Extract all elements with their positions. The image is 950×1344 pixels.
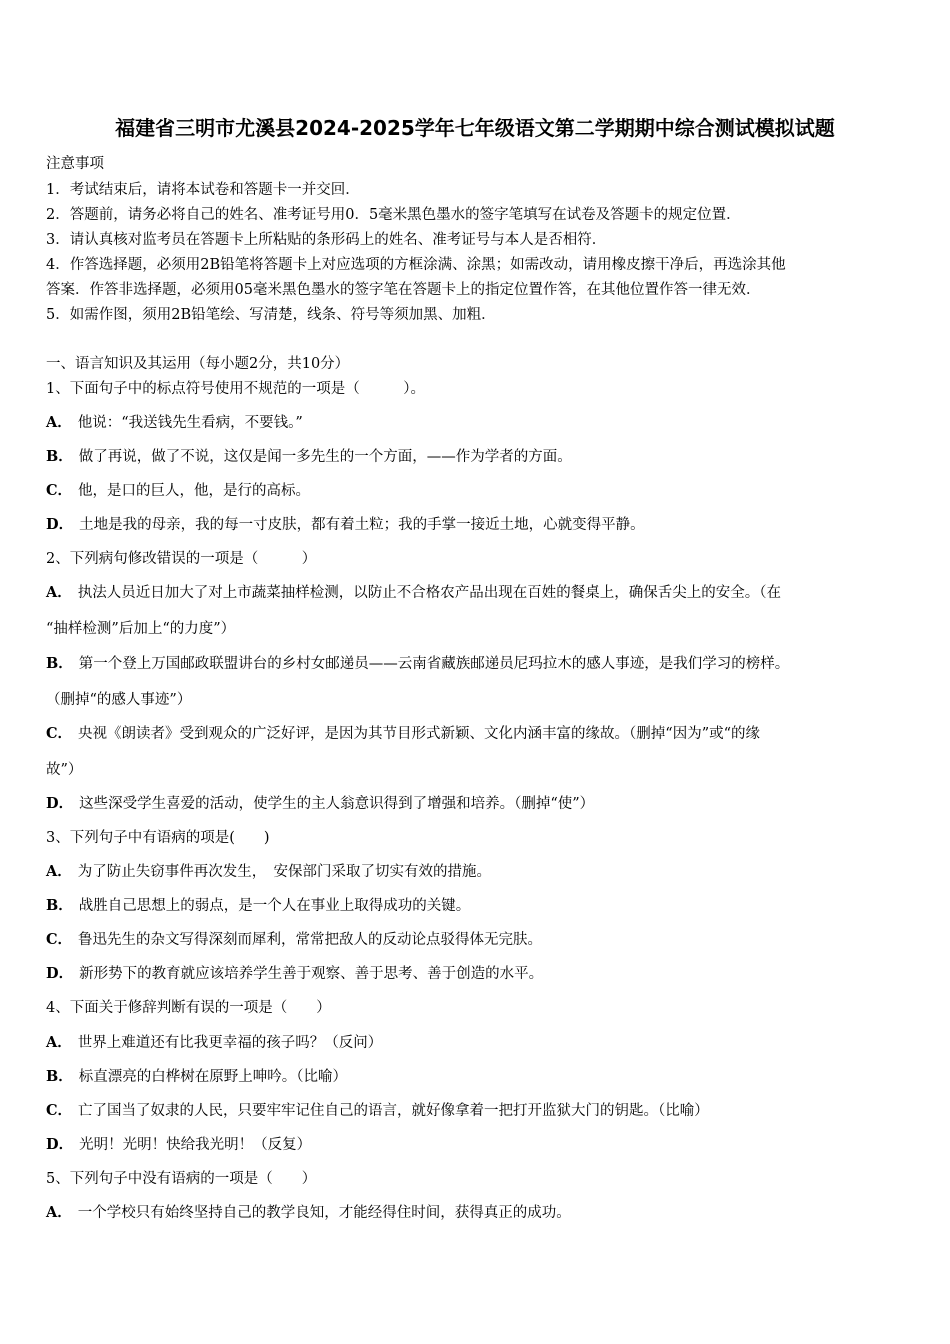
option-text: 这些深受学生喜爱的活动，使学生的主人翁意识得到了增强和培养。（删掉“使”）: [79, 796, 595, 812]
question-2-option-c-cont: 故”）: [46, 762, 83, 778]
question-1-option-b: [46, 445, 906, 466]
question-1-option-c: [46, 479, 906, 500]
question-2-option-b: [46, 652, 906, 673]
option-label: B．: [46, 1068, 73, 1085]
option-text: 他说：“我送钱先生看病，不要钱。”: [77, 415, 303, 431]
question-2-option-a-cont: “抽样检测”后加上“的力度”）: [46, 621, 236, 637]
notice-line-1: 1．考试结束后，请将本试卷和答题卡一并交回．: [46, 182, 360, 198]
option-text: 战胜自己思想上的弱点，是一个人在事业上取得成功的关键。: [78, 898, 471, 914]
option-text: 第一个登上万国邮政联盟讲台的乡村女邮递员——云南省藏族邮递员尼玛拉木的感人事迹，是我们学习的榜样。: [78, 656, 790, 672]
option-label: A．: [46, 584, 72, 601]
option-text: 央视《朗读者》受到观众的广泛好评，是因为其节目形式新颖、文化内涵丰富的缘故。（删掉“因为”或“的缘: [78, 726, 761, 742]
option-text: 亡了国当了奴隶的人民，只要牢牢记住自己的语言，就好像拿着一把打开监狱大门的钥匙。（比喻）: [78, 1103, 709, 1119]
option-text: 一个学校只有始终坚持自己的教学良知，才能经得住时间，获得真正的成功。: [77, 1205, 571, 1221]
question-3-option-a: [46, 860, 906, 881]
option-text: 执法人员近日加大了对上市蔬菜抽样检测，以防止不合格农产品出现在百姓的餐桌上，确保舌尖上的安全。（在: [77, 585, 782, 601]
option-label: A．: [46, 414, 72, 431]
section-heading: 一、语言知识及其运用（每小题2分，共10分）: [46, 356, 350, 372]
question-4-option-d: [46, 1133, 906, 1154]
question-4-option-a: [46, 1031, 906, 1052]
option-label: D．: [46, 795, 74, 812]
notice-line-6: 5．如需作图，须用2B铅笔绘、写清楚，线条、符号等须加黑、加粗．: [46, 307, 496, 323]
option-label: A．: [46, 1204, 72, 1221]
question-1-option-d: [46, 513, 906, 534]
question-4-option-b: [46, 1065, 906, 1086]
notice-line-4: 4．作答选择题，必须用2B铅笔将答题卡上对应选项的方框涂满、涂黑；如需改动，请用橡皮擦干净后，再选涂其他: [46, 257, 786, 273]
option-text: 世界上难道还有比我更幸福的孩子吗？（反问）: [77, 1035, 383, 1051]
question-1-option-a: [46, 411, 906, 432]
question-5-stem: 5、下列句子中没有语病的一项是（ ）: [46, 1171, 317, 1187]
option-label: C．: [46, 482, 73, 499]
question-3-option-b: [46, 894, 906, 915]
exam-title: 福建省三明市尤溪县2024-2025学年七年级语文第二学期期中综合测试模拟试题: [115, 116, 835, 140]
question-2-option-a: [46, 581, 906, 602]
option-text: 光明！光明！快给我光明！（反复）: [79, 1137, 312, 1153]
notice-line-2: 2．答题前，请务必将自己的姓名、准考证号用0．5毫米黑色墨水的签字笔填写在试卷及答题卡的规定位置．: [46, 207, 741, 223]
option-label: C．: [46, 931, 73, 948]
notice-line-5: 答案．作答非选择题，必须用05毫米黑色墨水的签字笔在答题卡上的指定位置作答，在其他位置作答一律无效．: [46, 282, 761, 298]
question-1-stem: 1、下面句子中的标点符号使用不规范的一项是（ ）。: [46, 381, 425, 397]
option-text: 他，是口的巨人，他，是行的高标。: [78, 483, 311, 499]
question-5-option-a: [46, 1201, 906, 1222]
notice-line-3: 3．请认真核对监考员在答题卡上所粘贴的条形码上的姓名、准考证号与本人是否相符．: [46, 232, 607, 248]
option-label: B．: [46, 655, 73, 672]
option-text: 做了再说，做了不说，这仅是闻一多先生的一个方面，——作为学者的方面。: [78, 449, 572, 465]
question-4-stem: 4、下面关于修辞判断有误的一项是（ ）: [46, 1000, 331, 1016]
option-label: A．: [46, 863, 72, 880]
option-label: D．: [46, 516, 74, 533]
notice-heading: 注意事项: [46, 156, 104, 172]
option-label: B．: [46, 448, 73, 465]
option-label: C．: [46, 725, 73, 742]
question-3-option-c: [46, 928, 906, 949]
option-label: D．: [46, 1136, 74, 1153]
option-label: B．: [46, 897, 73, 914]
question-3-stem: 3、下列句子中有语病的项是( ): [46, 830, 270, 846]
option-text: 鲁迅先生的杂文写得深刻而犀利，常常把敌人的反动论点驳得体无完肤。: [78, 932, 543, 948]
option-label: A．: [46, 1034, 72, 1051]
question-2-option-d: [46, 792, 906, 813]
question-2-option-b-cont: （删掉“的感人事迹”）: [46, 692, 192, 708]
option-label: C．: [46, 1102, 73, 1119]
option-text: 土地是我的母亲，我的每一寸皮肤，都有着土粒；我的手掌一接近土地，心就变得平静。: [79, 517, 645, 533]
option-text: 标直漂亮的白桦树在原野上呻吟。（比喻）: [78, 1069, 348, 1085]
question-2-option-c: [46, 722, 906, 743]
question-4-option-c: [46, 1099, 906, 1120]
option-text: 为了防止失窃事件再次发生， 安保部门采取了切实有效的措施。: [77, 864, 492, 880]
question-3-option-d: [46, 962, 906, 983]
option-text: 新形势下的教育就应该培养学生善于观察、善于思考、善于创造的水平。: [79, 966, 544, 982]
option-label: D．: [46, 965, 74, 982]
question-2-stem: 2、下列病句修改错误的一项是（ ）: [46, 551, 317, 567]
